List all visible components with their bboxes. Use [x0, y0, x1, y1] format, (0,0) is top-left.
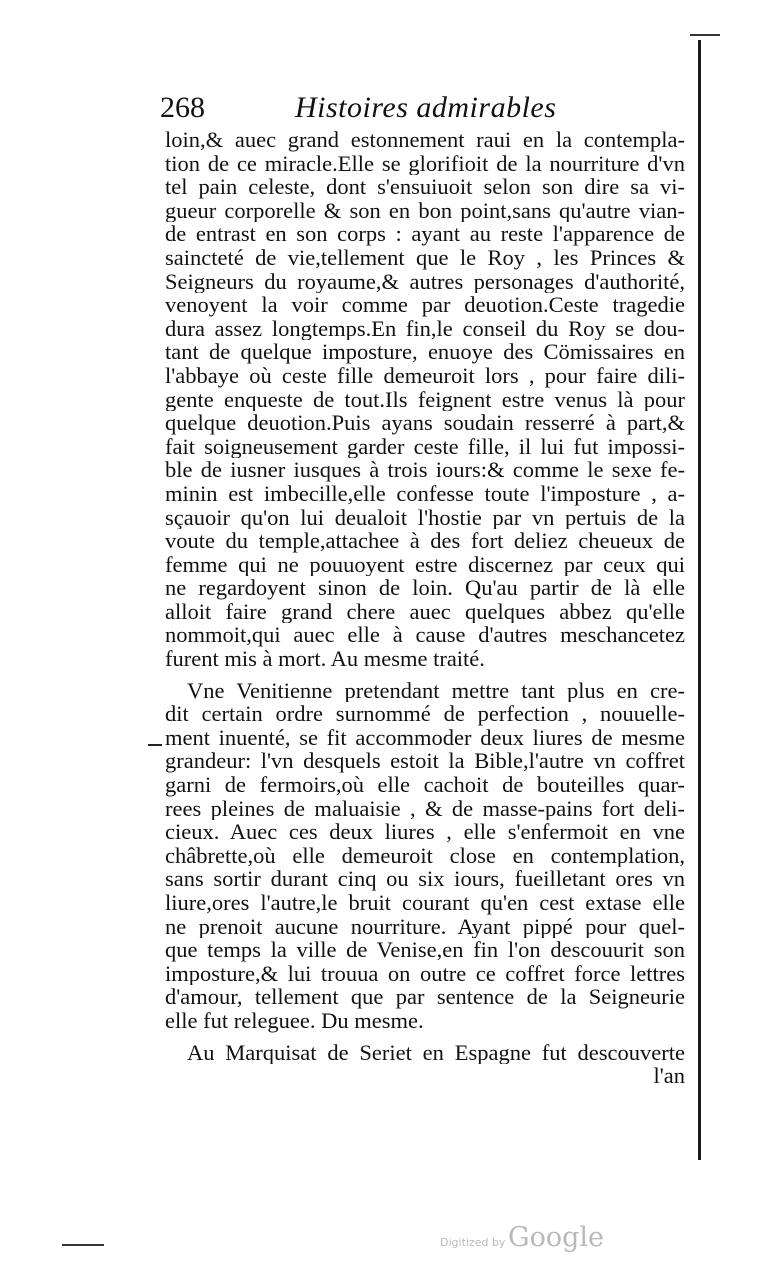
text-line: tion de ce miracle.Elle se glorifioit de la nourriture d'vn	[165, 151, 685, 176]
text-line: alloit faire grand chere auec quelques abbez qu'elle	[165, 599, 685, 624]
page-header	[160, 88, 690, 128]
text-line: que temps la ville de Venise,en fin l'on descouurit son	[165, 938, 685, 962]
text-line: minin est imbecille,elle confesse toute l'imposture , a-	[165, 481, 685, 506]
text-line: dura assez longtemps.En fin,le conseil du Roy se dou-	[165, 316, 685, 341]
text-line: imposture,& lui trouua on outre ce coffret force lettres	[165, 961, 685, 986]
text-line: ne regardoyent sinon de loin. Qu'au partir de là elle	[165, 576, 685, 600]
text-line: dit certain ordre surnommé de perfection , nouuelle-	[165, 702, 685, 726]
text-line: quelque deuotion.Puis ayans soudain resserré à part,&	[165, 411, 685, 435]
text-line: cieux. Auec ces deux liures , elle s'enfermoit en vne	[165, 820, 685, 844]
text-line: garni de fermoirs,où elle cachoit de bouteilles quar-	[165, 773, 685, 797]
page-edge-shadow	[698, 40, 701, 1160]
margin-mark	[148, 744, 162, 746]
text-line: liure,ores l'autre,le bruit courant qu'en cest extase elle	[165, 891, 685, 915]
text-line: venoyent la voir comme par deuotion.Ceste tragedie	[165, 293, 685, 317]
google-logo: Google	[508, 1222, 604, 1253]
text-line: tel pain celeste, dont s'ensuiuoit selon son dire sa vi-	[165, 175, 685, 199]
text-line: loin,& auec grand estonnement raui en la contempla-	[165, 128, 685, 152]
page-number: 268	[160, 91, 205, 124]
text-line: gueur corporelle & son en bon point,sans qu'autre vian-	[165, 198, 685, 223]
text-line: Seigneurs du royaume,& autres personages d'authorité,	[165, 269, 685, 294]
text-line: saincteté de vie,tellement que le Roy , les Princes &	[165, 245, 685, 270]
body-text	[165, 128, 685, 1088]
text-line: grandeur: l'vn desquels estoit la Bible,l'autre vn coffret	[165, 749, 685, 774]
paragraph-first-line: Vne Venitienne pretendant mettre tant plus en cre-	[187, 678, 685, 703]
digitized-watermark	[440, 1222, 640, 1262]
text-line: voute du temple,attachee à des fort deliez cheueux de	[165, 529, 685, 553]
text-line: ne prenoit aucune nourriture. Ayant pippé pour quel-	[165, 914, 685, 939]
text-line: tant de quelque imposture, enuoye des Cömissaires en	[165, 340, 685, 364]
text-line: nommoit,qui auec elle à cause d'autres meschancetez	[165, 623, 685, 648]
text-line: rees pleines de maluaisie , & de masse-pains fort deli-	[165, 796, 685, 821]
text-line: fait soigneusement garder ceste fille, il lui fut impossi-	[165, 434, 685, 459]
text-line-last: elle fut releguee. Du mesme.	[165, 1008, 424, 1033]
text-line: femme qui ne pouuoyent estre discernez par ceux qui	[165, 552, 685, 577]
catchword: l'an	[653, 1064, 685, 1088]
watermark-small-text: Digitized by	[440, 1236, 506, 1249]
text-line: gente enqueste de tout.Ils feignent estre venus là pour	[165, 387, 685, 412]
scan-mark	[690, 34, 720, 36]
text-line: de entrast en son corps : ayant au reste l'apparence de	[165, 222, 685, 246]
text-line: d'amour, tellement que par sentence de la Seigneurie	[165, 985, 685, 1009]
text-line: l'abbaye où ceste fille demeuroit lors , pour faire dili-	[165, 363, 685, 388]
scan-mark	[62, 1244, 104, 1246]
running-title: Histoires admirables	[295, 91, 557, 124]
text-line: ment inuenté, se fit accommoder deux liures de mesme	[165, 725, 685, 750]
text-line: ble de iusner iusques à trois iours:& comme le sexe fe-	[165, 458, 685, 482]
paragraph-gap	[165, 671, 685, 679]
text-line: sans sortir durant cinq ou six iours, fueilletant ores vn	[165, 867, 685, 891]
text-line-last: furent mis à mort. Au mesme traité.	[165, 647, 485, 671]
paragraph-gap	[165, 1033, 685, 1041]
text-line: sçauoir qu'on lui deualoit l'hostie par vn pertuis de la	[165, 505, 685, 530]
text-line: châbrette,où elle demeuroit close en contemplation,	[165, 843, 685, 868]
paragraph-first-line: Au Marquisat de Seriet en Espagne fut descouverte	[187, 1040, 685, 1065]
